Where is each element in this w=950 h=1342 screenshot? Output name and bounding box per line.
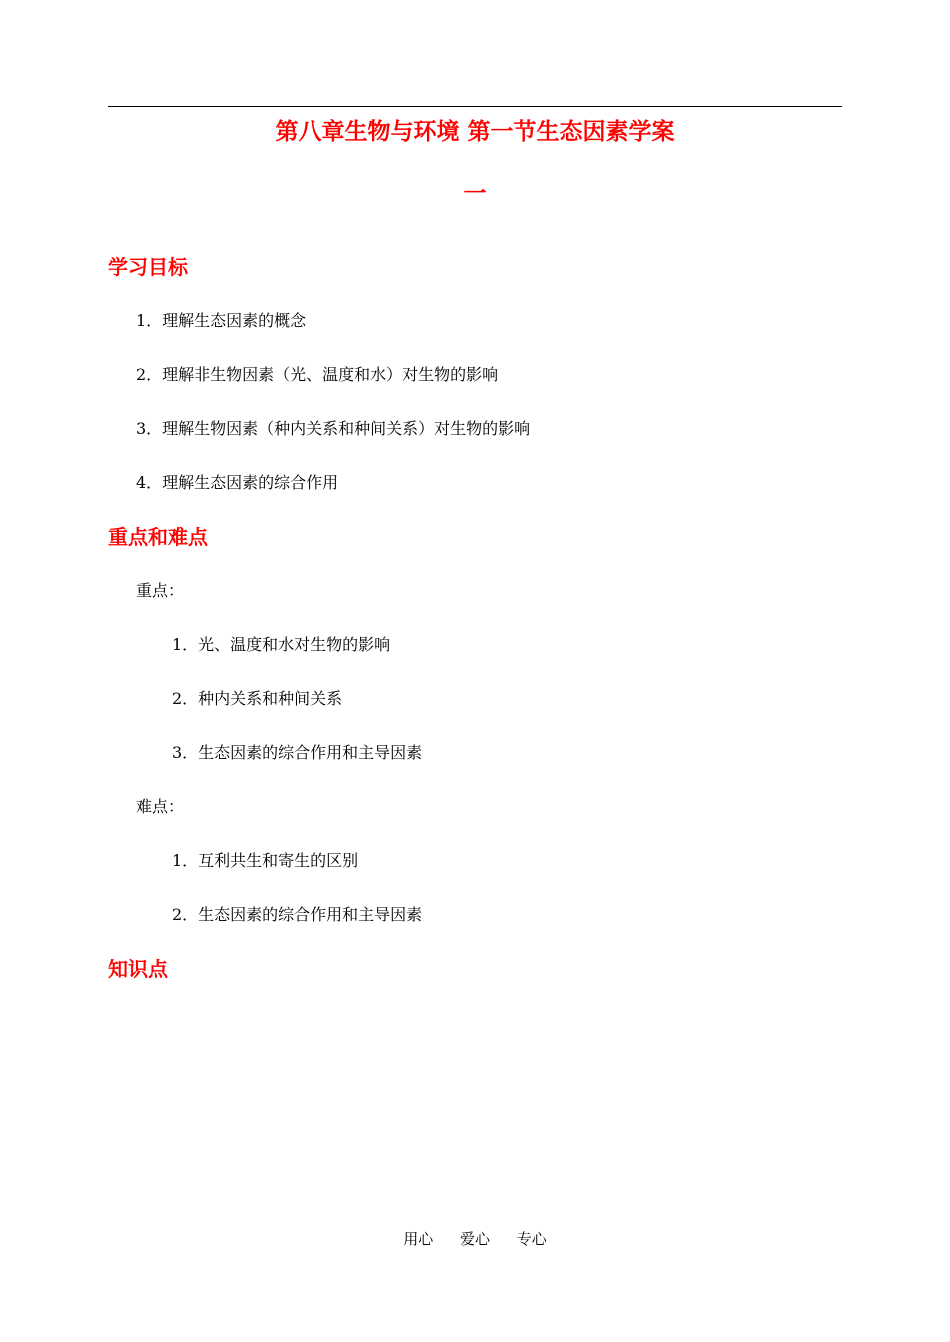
difficulty-item-1: 1．互利共生和寄生的区别 [172, 851, 359, 870]
footer-item-2: 爱心 [459, 1230, 490, 1248]
emphasis-item-3: 3．生态因素的综合作用和主导因素 [172, 743, 423, 762]
document-title-line-2: 一 [463, 181, 487, 207]
objective-item-2: 2．理解非生物因素（光、温度和水）对生物的影响 [136, 365, 499, 384]
difficulty-label: 难点： [136, 797, 185, 816]
footer-item-3: 专心 [516, 1230, 547, 1248]
objective-item-4: 4．理解生态因素的综合作用 [136, 473, 339, 492]
emphasis-item-2: 2．种内关系和种间关系 [172, 689, 343, 708]
section-heading-key-points: 重点和难点 [108, 525, 208, 549]
section-heading-objectives: 学习目标 [108, 255, 188, 279]
header-rule [108, 106, 842, 107]
emphasis-label: 重点： [136, 581, 185, 600]
footer-item-1: 用心 [403, 1230, 434, 1248]
page-footer [0, 1229, 950, 1249]
emphasis-item-1: 1．光、温度和水对生物的影响 [172, 635, 391, 654]
objective-item-1: 1．理解生态因素的概念 [136, 311, 307, 330]
objective-item-3: 3．理解生物因素（种内关系和种间关系）对生物的影响 [136, 419, 531, 438]
difficulty-item-2: 2．生态因素的综合作用和主导因素 [172, 905, 423, 924]
section-heading-knowledge: 知识点 [108, 957, 168, 981]
document-title-line-1: 第八章生物与环境 第一节生态因素学案 [275, 119, 675, 145]
